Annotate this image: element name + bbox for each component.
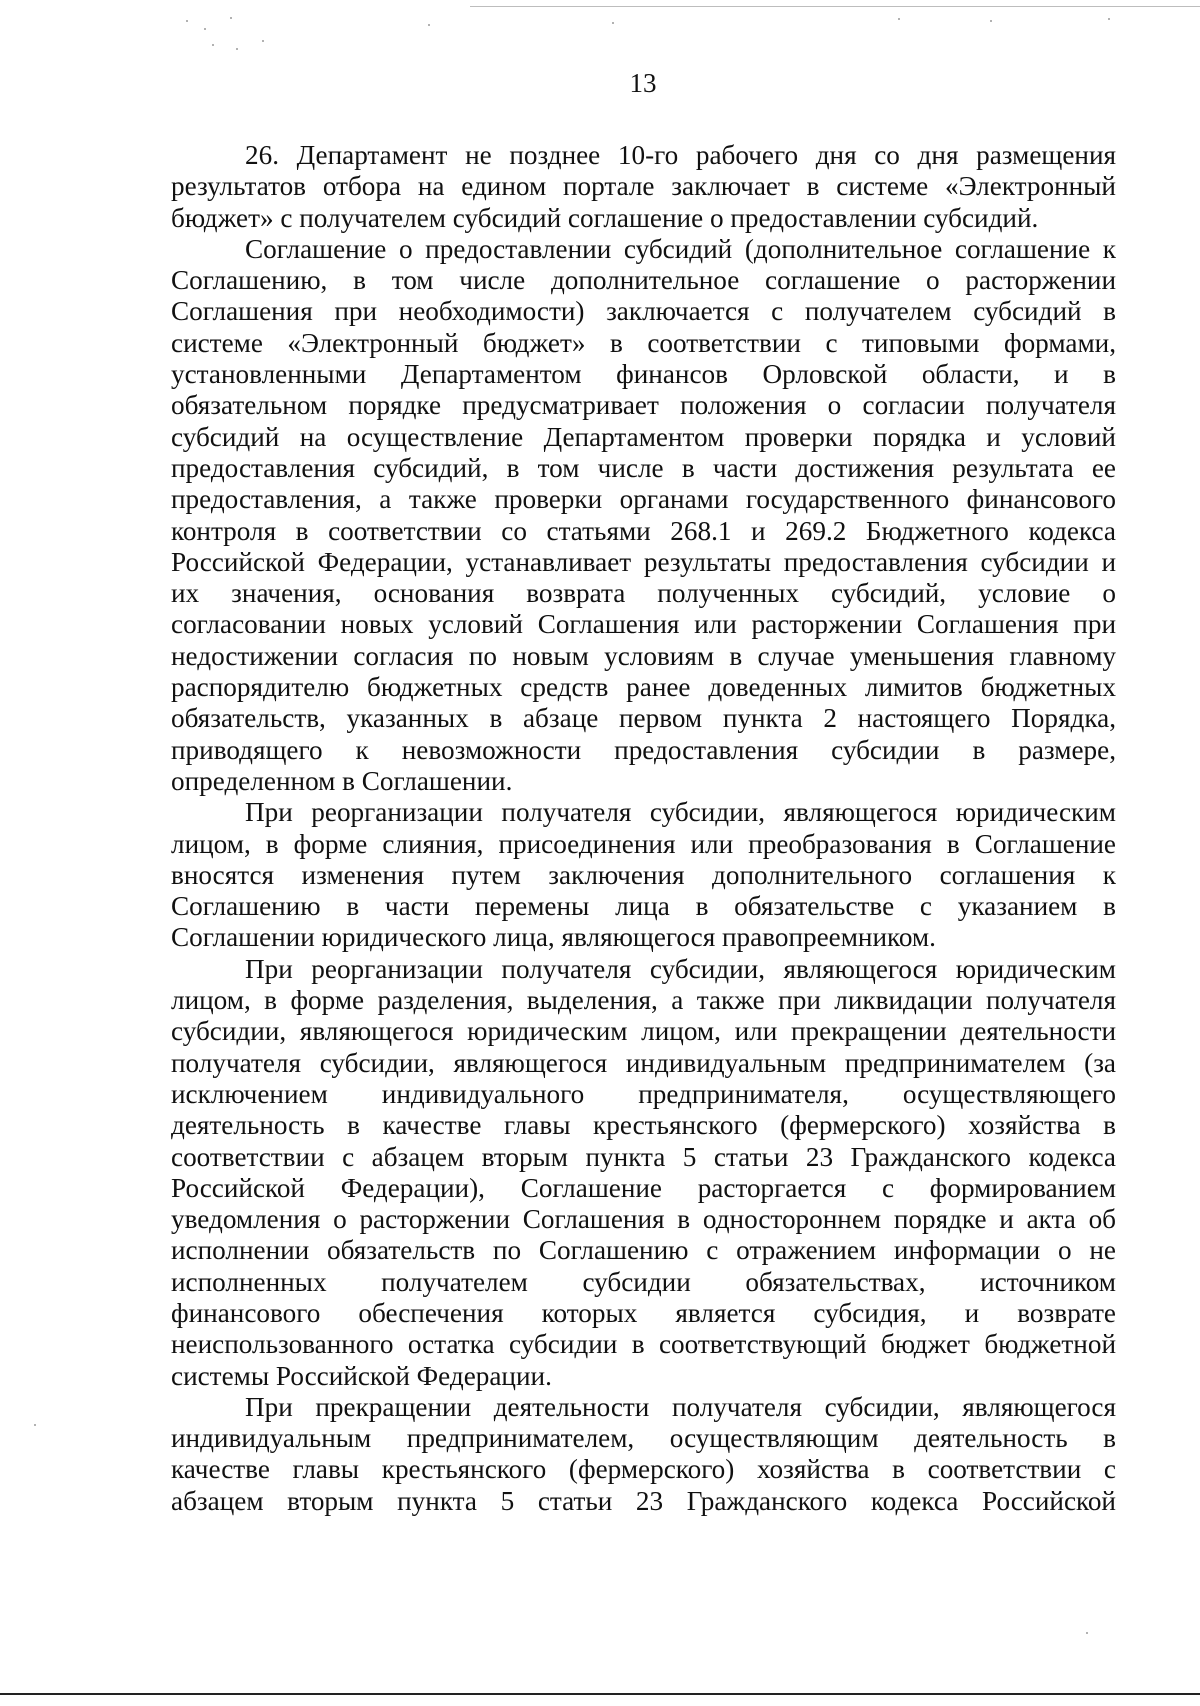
text-line: исполнении обязательств по Соглашению с отражением информации о не: [171, 1235, 1116, 1266]
text-line: Российской Федерации), Соглашение расторгается с формированием: [171, 1172, 1116, 1203]
scan-speck: [34, 1424, 36, 1426]
scan-speck: [236, 48, 238, 50]
scan-speck: [1108, 18, 1110, 20]
text-line: исключением индивидуального предпринимателя, осуществляющего: [171, 1078, 1116, 1109]
scan-speck: [612, 22, 614, 24]
text-line: предоставления, а также проверки органами государственного финансового: [171, 484, 1116, 515]
page-number: 13: [629, 68, 657, 98]
text-line: системы Российской Федерации.: [171, 1360, 552, 1391]
scan-speck: [212, 44, 214, 46]
text-line: их значения, основания возврата полученных субсидий, условие о: [171, 578, 1116, 609]
paragraph-5: [171, 1392, 1116, 1517]
text-line: соответствии с абзацем вторым пункта 5 статьи 23 Гражданского кодекса: [171, 1141, 1116, 1172]
text-line: бюджет» с получателем субсидий соглашение о предоставлении субсидий.: [171, 202, 1039, 233]
text-line: финансового обеспечения которых является субсидия, и возврате: [171, 1297, 1116, 1328]
text-line: Соглашению, в том числе дополнительное соглашение о расторжении: [171, 265, 1116, 296]
scan-speck: [428, 24, 430, 26]
paragraph-2: [171, 234, 1116, 797]
paragraph-1: [171, 140, 1116, 234]
text-line: неиспользованного остатка субсидии в соответствующий бюджет бюджетной: [171, 1329, 1116, 1360]
text-line: лицом, в форме разделения, выделения, а также при ликвидации получателя: [171, 985, 1116, 1016]
text-line: Соглашению в части перемены лица в обязательстве с указанием в: [171, 891, 1116, 922]
text-line: лицом, в форме слияния, присоединения или преобразования в Соглашение: [171, 828, 1116, 859]
paragraph-4: [171, 954, 1116, 1392]
text-line: Соглашения при необходимости) заключается с получателем субсидий в: [171, 296, 1116, 327]
text-line: недостижении согласия по новым условиям в случае уменьшения главному: [171, 640, 1116, 671]
text-line: вносятся изменения путем заключения дополнительного соглашения к: [171, 859, 1116, 890]
scan-bottom-edge: [0, 1693, 1200, 1695]
text-line: исполненных получателем субсидии обязательствах, источником: [171, 1266, 1116, 1297]
text-line: Соглашении юридического лица, являющегося правопреемником.: [171, 922, 936, 953]
text-line: контроля в соответствии со статьями 268.1 и 269.2 Бюджетного кодекса: [171, 515, 1116, 546]
scan-speck: [262, 40, 264, 42]
text-line: деятельность в качестве главы крестьянского (фермерского) хозяйства в: [171, 1110, 1116, 1141]
text-line: получателя субсидии, являющегося индивидуальным предпринимателем (за: [171, 1047, 1116, 1078]
text-line: определенном в Соглашении.: [171, 765, 513, 796]
text-line: согласовании новых условий Соглашения или расторжении Соглашения при: [171, 609, 1116, 640]
scan-speck: [898, 18, 900, 20]
text-line: уведомления о расторжении Соглашения в одностороннем порядке и акта об: [171, 1204, 1116, 1235]
text-line: распорядителю бюджетных средств ранее доведенных лимитов бюджетных: [171, 672, 1116, 703]
text-line: индивидуальным предпринимателем, осуществляющим деятельность в: [171, 1423, 1116, 1454]
paragraph-3: [171, 797, 1116, 953]
scan-speck: [1086, 1632, 1088, 1634]
text-line: качестве главы крестьянского (фермерского) хозяйства в соответствии с: [171, 1454, 1116, 1485]
text-line: 26. Департамент не позднее 10-го рабочего дня со дня размещения: [245, 140, 1116, 170]
text-line: системе «Электронный бюджет» в соответствии с типовыми формами,: [171, 327, 1116, 358]
text-line: субсидии, являющегося юридическим лицом, или прекращении деятельности: [171, 1016, 1116, 1047]
text-line: обязательств, указанных в абзаце первом пункта 2 настоящего Порядка,: [171, 703, 1116, 734]
text-line: результатов отбора на едином портале заключает в системе «Электронный: [171, 171, 1116, 202]
text-line: предоставления субсидий, в том числе в части достижения результата ее: [171, 452, 1116, 483]
scan-speck: [204, 28, 206, 30]
text-line: Российской Федерации, устанавливает результаты предоставления субсидии и: [171, 546, 1116, 577]
text-line: При реорганизации получателя субсидии, являющегося юридическим: [245, 797, 1116, 828]
text-line: При реорганизации получателя субсидии, являющегося юридическим: [245, 953, 1116, 984]
text-line: установленными Департаментом финансов Орловской области, и в: [171, 359, 1116, 390]
text-line: абзацем вторым пункта 5 статьи 23 Гражданского кодекса Российской: [171, 1485, 1116, 1516]
text-line: приводящего к невозможности предоставления субсидии в размере,: [171, 734, 1116, 765]
scan-speck: [186, 20, 188, 22]
text-line: Соглашение о предоставлении субсидий (дополнительное соглашение к: [245, 233, 1116, 264]
scan-top-edge: [470, 6, 1200, 7]
document-body: [171, 140, 1116, 1517]
text-line: При прекращении деятельности получателя субсидии, являющегося: [245, 1391, 1116, 1422]
text-line: субсидий на осуществление Департаментом проверки порядка и условий: [171, 421, 1116, 452]
scan-speck: [230, 17, 232, 19]
text-line: обязательном порядке предусматривает положения о согласии получателя: [171, 390, 1116, 421]
scan-speck: [990, 20, 992, 22]
